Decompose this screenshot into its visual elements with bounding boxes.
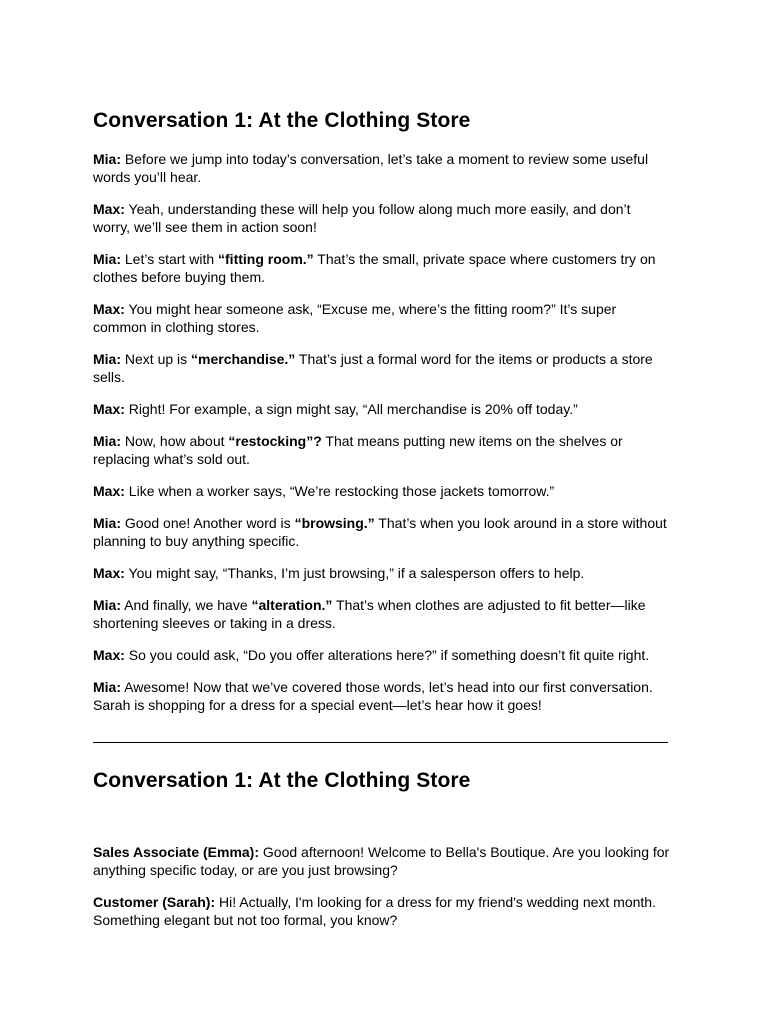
dialogue-line [93, 150, 671, 186]
vocabulary-term: “restocking”? [228, 433, 322, 449]
speaker-label: Mia: [93, 597, 121, 613]
dialogue-text: Good afternoon! Welcome to Bella's Boutique. Are you looking for anything specific today, or are you just browsing? [93, 844, 670, 878]
dialogue-text: Right! For example, a sign might say, “All merchandise is 20% off today.” [128, 401, 578, 417]
speaker-label: Customer (Sarah): [93, 894, 216, 910]
dialogue-line [93, 646, 671, 664]
dialogue-text: Like when a worker says, “We’re restocking those jackets tomorrow.” [128, 483, 555, 499]
speaker-label: Max: [93, 565, 125, 581]
horizontal-divider [93, 742, 668, 743]
dialogue-text: That’s when clothes are adjusted to fit better—like shortening sleeves or taking in a dress. [93, 597, 646, 631]
dialogue-line [93, 596, 671, 632]
dialogue-line [93, 300, 671, 336]
speaker-label: Mia: [93, 679, 121, 695]
dialogue-text: Yeah, understanding these will help you follow along much more easily, and don’t worry, we’ll see them in action soon! [93, 201, 631, 235]
section-title: Conversation 1: At the Clothing Store [93, 769, 471, 792]
dialogue-text: Good one! Another word is [124, 515, 295, 531]
dialogue-line [93, 564, 671, 582]
dialogue-text: Hi! Actually, I'm looking for a dress for my friend's wedding next month. Something elegant but not too formal, you know? [93, 894, 656, 928]
dialogue-text: You might say, “Thanks, I’m just browsing,” if a salesperson offers to help. [128, 565, 585, 581]
dialogue-text: So you could ask, “Do you offer alterations here?” if something doesn’t fit quite right. [128, 647, 650, 663]
speaker-label: Max: [93, 483, 125, 499]
dialogue-section [93, 843, 671, 943]
dialogue-text: That’s when you look around in a store without planning to buy anything specific. [93, 515, 667, 549]
speaker-label: Mia: [93, 151, 121, 167]
dialogue-text: Before we jump into today’s conversation, let’s take a moment to review some useful words you’ll hear. [93, 151, 649, 185]
dialogue-text: Next up is [124, 351, 192, 367]
speaker-label: Mia: [93, 251, 121, 267]
vocabulary-term: “merchandise.” [191, 351, 296, 367]
dialogue-text: And finally, we have [124, 597, 252, 613]
speaker-label: Mia: [93, 433, 121, 449]
vocabulary-term: “alteration.” [251, 597, 333, 613]
dialogue-line [93, 514, 671, 550]
dialogue-text: Let’s start with [124, 251, 219, 267]
dialogue-line [93, 432, 671, 468]
dialogue-text: Now, how about [124, 433, 229, 449]
dialogue-text: You might hear someone ask, “Excuse me, where’s the fitting room?” It’s super common in clothing stores. [93, 301, 617, 335]
dialogue-text: Awesome! Now that we’ve covered those words, let’s head into our first conversation. Sarah is shopping for a dress for a special event—let’s hear how it goes! [93, 679, 653, 713]
dialogue-line [93, 400, 671, 418]
dialogue-line [93, 482, 671, 500]
dialogue-text: That means putting new items on the shelves or replacing what’s sold out. [93, 433, 623, 467]
dialogue-line [93, 893, 671, 929]
dialogue-line [93, 843, 671, 879]
speaker-label: Max: [93, 401, 125, 417]
speaker-label: Max: [93, 201, 125, 217]
dialogue-line [93, 350, 671, 386]
dialogue-line [93, 678, 671, 714]
speaker-label: Mia: [93, 351, 121, 367]
dialogue-text: That’s the small, private space where customers try on clothes before buying them. [93, 251, 656, 285]
dialogue-section [93, 150, 671, 728]
speaker-label: Max: [93, 301, 125, 317]
speaker-label: Mia: [93, 515, 121, 531]
vocabulary-term: “fitting room.” [218, 251, 314, 267]
dialogue-line [93, 200, 671, 236]
vocabulary-term: “browsing.” [294, 515, 375, 531]
dialogue-line [93, 250, 671, 286]
speaker-label: Sales Associate (Emma): [93, 844, 259, 860]
section-title: Conversation 1: At the Clothing Store [93, 109, 471, 132]
speaker-label: Max: [93, 647, 125, 663]
dialogue-text: That’s just a formal word for the items or products a store sells. [93, 351, 653, 385]
